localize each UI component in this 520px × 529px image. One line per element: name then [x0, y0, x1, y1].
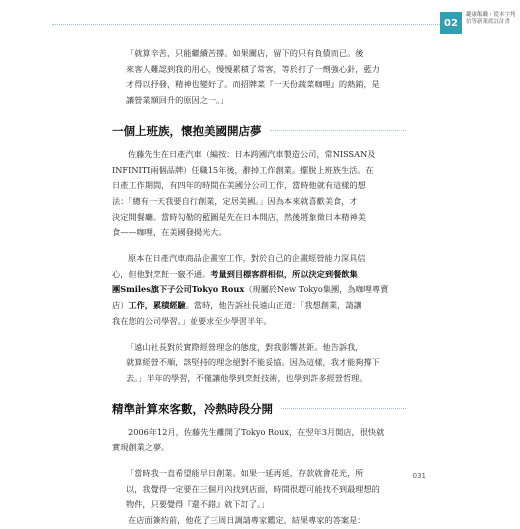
text-line: 讓營業額回升的原因之一。」 [126, 95, 229, 106]
text-line: 在店面簽約前，他花了三周日調請專家鑑定，結果專家的答案是： [128, 515, 366, 526]
text-line: 就算經營不順，該堅持的理念絕對不能妥協。因為這樣，我才能夠撐下 [126, 357, 380, 368]
text-line: 以，我覺得一定要在三個月內找到店面，時間很趕可能找不到最理想的 [126, 483, 380, 494]
text-line: 才得以抒發，精神也變好了。而招牌菜『一天份蔬菜咖哩』的熱銷，是 [126, 79, 380, 90]
text-span: 。當時，他告訴社長遠山正道：「我想創業，請讓 [185, 300, 362, 311]
text-span: 心，但他對烹飪一竅不通。 [112, 268, 211, 279]
bold-text: 工作，累積經驗 [128, 300, 186, 311]
intro-quote [112, 46, 406, 109]
text-line: 「當時我一直希望能早日創業。如果一延再延，存款就會花光，所 [126, 468, 364, 479]
text-line: 佐藤先生在日產汽車（編按：日本跨國汽車製造公司，常NISSAN及 [128, 148, 376, 159]
page-number: 031 [412, 472, 426, 480]
paragraph [112, 147, 406, 241]
text-line: 來客人難認到我的用心，慢慢累積了常客，等於打了一劑強心針，藍力 [126, 63, 380, 74]
text-line: 物件，只要覺得『還不錯』就下訂了。」 [126, 499, 270, 510]
text-line [112, 282, 406, 298]
text-line [112, 298, 406, 314]
section-title: 精準計算來客數，冷熱時段分開 [112, 401, 273, 416]
section-title: 一個上班族，懷抱美國開店夢 [112, 123, 262, 138]
text-span: （現屬於New Tokyo集團，為咖哩專賣 [244, 284, 389, 295]
text-line: 原本在日產汽車商品企畫室工作，對於自己的企畫經營能力深具信 [128, 253, 366, 264]
text-line: 「遠山社長對於實際經營理念的態度，對我影響甚鉅。他告訴我， [126, 341, 364, 352]
series-title [466, 12, 518, 26]
section-heading-2 [112, 401, 406, 417]
quote-block [112, 466, 406, 513]
quote-block [112, 340, 406, 387]
text-line: 法：「總有一天我要自行創業，定居美國。」因為本來就喜歡美食，才 [112, 195, 358, 206]
text-line: 實現創業之夢。 [112, 442, 170, 453]
section-heading-1 [112, 123, 406, 139]
bold-text: 團Smiles旗下子公司Tokyo Roux [112, 284, 245, 295]
text-line: 2006年12月，佐藤先生離開了Tokyo Roux，在翌年3月開店，很快就 [128, 426, 385, 437]
text-line: 決定開餐廳。當時勾勒的藍圖是先在日本開店，然後將象徵日本精神美 [112, 211, 366, 222]
page-body [112, 46, 406, 529]
header-rule [52, 24, 440, 25]
text-line: 「就算辛苦，只能繼續苦撐。如果關店，留下的只有負債而已。後 [126, 48, 364, 58]
section-rule [270, 130, 407, 131]
text-line: INFINITI兩個品牌）任職15年後，辭掉工作創業。擺脫上班族生活。在 [112, 164, 374, 175]
section-rule [281, 408, 406, 409]
series-title-line2: 信等新業底註計書 [466, 19, 511, 25]
bold-text: 考量到目標客群相似，所以決定到餐飲集 [210, 268, 358, 279]
paragraph [112, 425, 406, 456]
series-title-line1: 鍵康飯職・從本字判 [466, 12, 516, 18]
text-line: 去。」半年的學習，不僅讓他學到烹飪技術，也學到許多經營哲理。 [126, 372, 368, 383]
chapter-badge: 02 [440, 12, 462, 34]
text-span: 店） [112, 300, 129, 311]
paragraph [112, 251, 406, 330]
text-line [112, 267, 406, 283]
text-line: 食——咖哩，在美國發揚光大。 [112, 227, 227, 238]
text-line: 日產工作期間，有四年的時間在美國分公司工作，當時他就有這樣的想 [112, 180, 366, 191]
text-line: 我在您的公司學習。」並要求至少學習半年。 [112, 315, 272, 326]
